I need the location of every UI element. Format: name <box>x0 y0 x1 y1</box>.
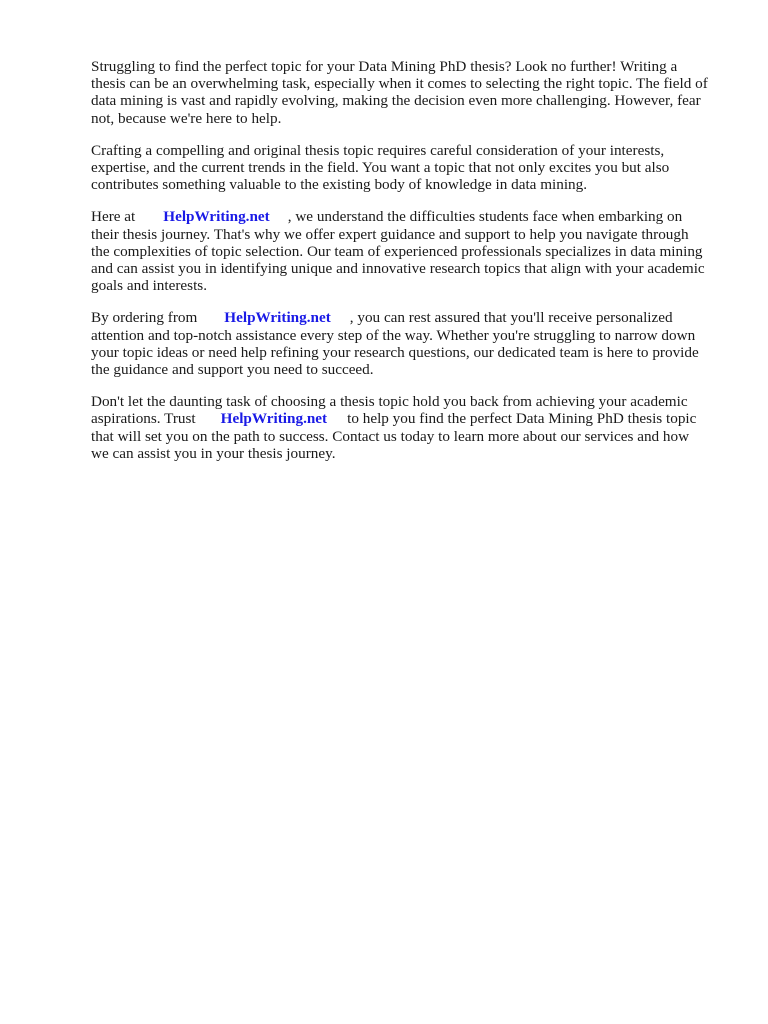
paragraph-here-at-lead: Here at <box>91 208 136 226</box>
paragraph-here-at-rest: , we understand the difficulties students face when embarking on their thesis journey. That's why we offer expert guidance and support to help you navigate through the complexities of topic selection. Our team of experienced professionals specializes in data mining and can assist you in identifying unique and innovative research topics that align with your academic goals and interests. <box>91 208 705 295</box>
paragraph-ordering-lead: By ordering from <box>91 309 198 327</box>
paragraph-ordering <box>91 309 727 378</box>
helpwriting-link-2[interactable]: HelpWriting.net <box>224 309 331 327</box>
paragraph-closing <box>91 393 727 462</box>
paragraph-ordering-rest: , you can rest assured that you'll receive personalized attention and top-notch assistance every step of the way. Whether you're struggling to narrow down your topic ideas or need help refining your research questions, our dedicated team is here to provide the guidance and support you need to succeed. <box>91 309 699 379</box>
paragraph-intro: Struggling to find the perfect topic for your Data Mining PhD thesis? Look no further! Writing a thesis can be an overwhelming task, especially when it comes to selecting the right topic. The field of data mining is vast and rapidly evolving, making the decision even more challenging. However, fear not, because we're here to help. <box>91 58 708 127</box>
helpwriting-link-3[interactable]: HelpWriting.net <box>220 410 328 428</box>
paragraph-here-at <box>91 208 727 294</box>
document-page <box>91 58 727 477</box>
paragraph-closing-rest: to help you find the perfect Data Mining PhD thesis topic that will set you on the path to success. Contact us today to learn more about our services and how we can assist you in your thesis journey. <box>91 410 697 462</box>
helpwriting-link-1[interactable]: HelpWriting.net <box>163 208 270 226</box>
paragraph-closing-lead: Don't let the daunting task of choosing a thesis topic hold you back from achieving your academic aspirations. Trust <box>91 393 688 428</box>
paragraph-crafting: Crafting a compelling and original thesis topic requires careful consideration of your interests, expertise, and the current trends in the field. You want a topic that not only excites you but also contributes something valuable to the existing body of knowledge in data mining. <box>91 141 670 194</box>
